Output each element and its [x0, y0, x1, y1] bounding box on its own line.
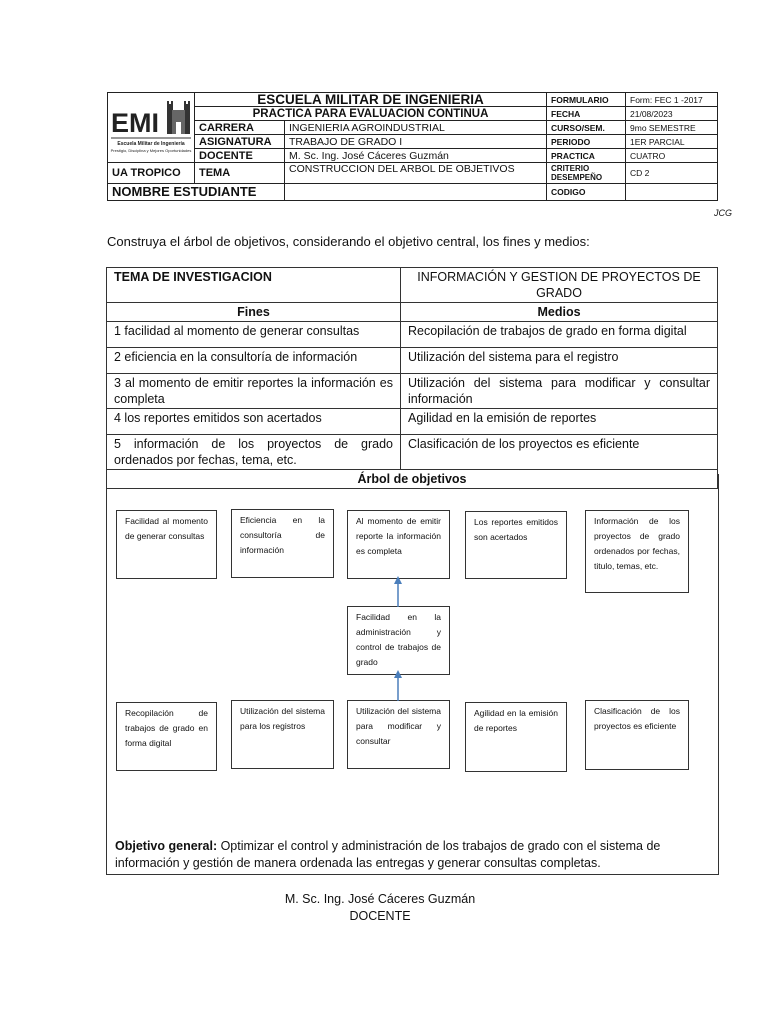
emi-logo — [108, 93, 195, 163]
tree-medio-box: Recopilación de trabajos de grado en forma digital — [116, 702, 217, 771]
fin-cell: 4 los reportes emitidos son acertados — [107, 409, 401, 435]
topic-value: INFORMACIÓN Y GESTION DE PROYECTOS DE GRADO — [401, 268, 718, 303]
tema-value: CONSTRUCCION DEL ARBOL DE OBJETIVOS — [285, 163, 547, 184]
tree-fin-box: Al momento de emitir reporte la información es completa — [347, 510, 450, 579]
codigo-field[interactable] — [626, 184, 718, 201]
ua-label: UA TROPICO — [108, 163, 195, 184]
signature-block — [230, 891, 530, 925]
topic-label: TEMA DE INVESTIGACION — [107, 268, 401, 303]
practica-value: CUATRO — [626, 149, 718, 163]
medios-header: Medios — [401, 303, 718, 322]
fin-cell: 3 al momento de emitir reportes la información es completa — [107, 374, 401, 409]
fin-cell: 2 eficiencia en la consultoría de información — [107, 348, 401, 374]
fines-header: Fines — [107, 303, 401, 322]
nombre-label: NOMBRE ESTUDIANTE — [108, 184, 285, 201]
tree-fin-box: Eficiencia en la consultoría de información — [231, 509, 334, 578]
tree-title: Árbol de objetivos — [107, 470, 718, 489]
objective-tree — [106, 474, 719, 875]
carrera-value: INGENIERIA AGROINDUSTRIAL — [285, 121, 547, 135]
medio-cell: Utilización del sistema para el registro — [401, 348, 718, 374]
tema-label: TEMA — [195, 163, 285, 184]
arrow-up-icon — [391, 576, 405, 608]
codigo-label: CODIGO — [547, 184, 626, 201]
docente-label: DOCENTE — [195, 149, 285, 163]
objectives-table — [106, 267, 717, 489]
teacher-name: M. Sc. Ing. José Cáceres Guzmán — [284, 892, 476, 906]
tree-medio-box: Utilización del sistema para los registros — [231, 700, 334, 769]
fecha-label: FECHA — [547, 107, 626, 121]
arrow-up-icon — [391, 670, 405, 702]
teacher-role: DOCENTE — [349, 909, 411, 923]
fin-cell: 5 información de los proyectos de grado ordenados por fechas, tema, etc. — [107, 435, 401, 470]
asignatura-value: TRABAJO DE GRADO I — [285, 135, 547, 149]
criterio-label: CRITERIO DESEMPEÑO — [547, 163, 626, 184]
practica-label: PRACTICA — [547, 149, 626, 163]
general-objective-label: Objetivo general: — [115, 839, 218, 853]
periodo-value: 1ER PARCIAL — [626, 135, 718, 149]
asignatura-label: ASIGNATURA — [195, 135, 285, 149]
logo-text: EMI — [111, 108, 160, 138]
practice-title: PRACTICA PARA EVALUACION CONTINUA — [195, 107, 547, 121]
medio-cell: Utilización del sistema para modificar y consultar información — [401, 374, 718, 409]
medio-cell: Recopilación de trabajos de grado en forma digital — [401, 322, 718, 348]
docente-value: M. Sc. Ing. José Cáceres Guzmán — [285, 149, 547, 163]
formulario-label: FORMULARIO — [547, 93, 626, 107]
school-name: ESCUELA MILITAR DE INGENIERIA — [195, 93, 547, 107]
general-objective-text: Optimizar el control y administración de los trabajos de grado con el sistema de información y gestión de manera ordenada las entregas y generar consultas completas. — [115, 839, 661, 870]
initials: JCG — [714, 208, 732, 218]
tree-fin-box: Facilidad al momento de generar consultas — [116, 510, 217, 579]
instruction-text: Construya el árbol de objetivos, considerando el objetivo central, los fines y medios: — [107, 234, 590, 249]
tree-medio-box: Agilidad en la emisión de reportes — [465, 702, 567, 772]
fin-cell: 1 facilidad al momento de generar consultas — [107, 322, 401, 348]
header-form — [107, 92, 717, 204]
criterio-value: CD 2 — [626, 163, 718, 184]
emi-logo-icon — [109, 96, 193, 156]
fecha-value: 21/08/2023 — [626, 107, 718, 121]
carrera-label: CARRERA — [195, 121, 285, 135]
periodo-label: PERIODO — [547, 135, 626, 149]
formulario-value: Form: FEC 1 -2017 — [626, 93, 718, 107]
medio-cell: Clasificación de los proyectos es eficiente — [401, 435, 718, 470]
medio-cell: Agilidad en la emisión de reportes — [401, 409, 718, 435]
general-objective — [115, 838, 707, 872]
curso-value: 9mo SEMESTRE — [626, 121, 718, 135]
curso-label: CURSO/SEM. — [547, 121, 626, 135]
nombre-field[interactable] — [285, 184, 547, 201]
logo-motto: Prestigio, Disciplina y Mejores Oportunidades — [110, 148, 192, 153]
tree-fin-box: Información de los proyectos de grado ordenados por fechas, titulo, temas, etc. — [585, 510, 689, 593]
tree-medio-box: Utilización del sistema para modificar y consultar — [347, 700, 450, 769]
tree-medio-box: Clasificación de los proyectos es eficiente — [585, 700, 689, 770]
logo-subtitle: Escuela Militar de Ingeniería — [117, 141, 185, 147]
tree-center-box: Facilidad en la administración y control de trabajos de grado — [347, 606, 450, 675]
tree-fin-box: Los reportes emitidos son acertados — [465, 511, 567, 579]
